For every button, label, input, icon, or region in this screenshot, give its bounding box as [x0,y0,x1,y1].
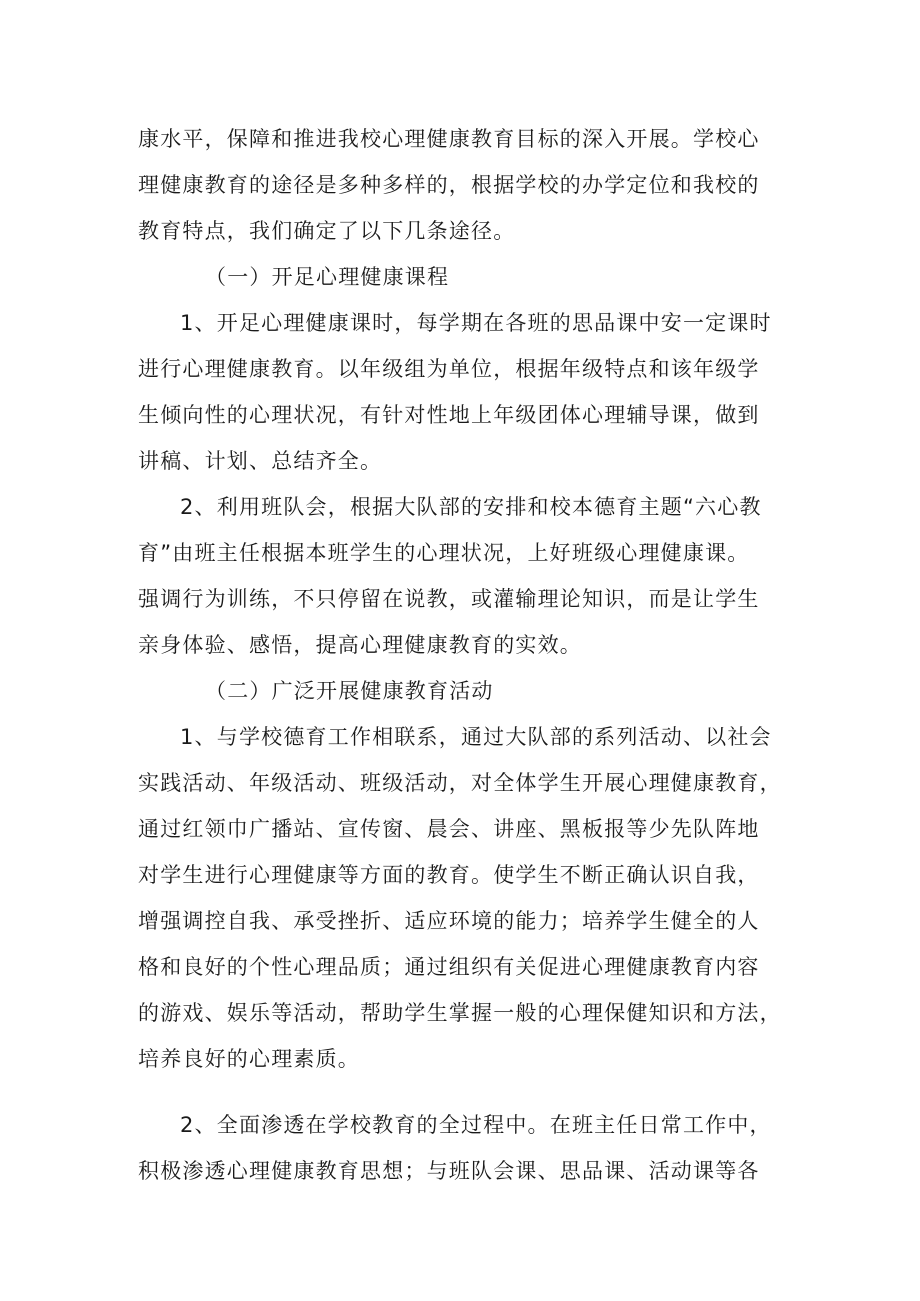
text-line: 生倾向性的心理状况，有针对性地上年级团体心理辅导课，做到 [138,403,760,427]
text-line: 康水平，保障和推进我校心理健康教育目标的深入开展。学校心 [138,127,760,151]
text-line: 2、利用班队会，根据大队部的安排和校本德育主题“六心教 [180,495,762,519]
text-line: 进行心理健康教育。以年级组为单位，根据年级特点和该年级学 [138,357,760,381]
text-line: 讲稿、计划、总结齐全。 [138,449,383,473]
text-line: 1、与学校德育工作相联系，通过大队部的系列活动、以社会 [180,725,772,749]
section-heading-2: （二）广泛开展健康教育活动 [205,679,494,703]
text-line: 教育特点，我们确定了以下几条途径。 [138,219,516,243]
text-line: 积极渗透心理健康教育思想；与班队会课、思品课、活动课等各 [138,1159,760,1183]
section-heading-1: （一）开足心理健康课程 [205,265,450,289]
text-line: 理健康教育的途径是多种多样的，根据学校的办学定位和我校的 [138,173,760,197]
text-line: 强调行为训练，不只停留在说教，或灌输理论知识，而是让学生 [138,587,760,611]
text-line: 的游戏、娱乐等活动，帮助学生掌握一般的心理保健知识和方法， [138,1001,782,1025]
text-line: 亲身体验、感悟，提高心理健康教育的实效。 [138,633,582,657]
text-line: 育”由班主任根据本班学生的心理状况，上好班级心理健康课。 [138,541,750,565]
text-line: 对学生进行心理健康等方面的教育。使学生不断正确认识自我， [138,863,760,887]
text-line: 格和良好的个性心理品质；通过组织有关促进心理健康教育内容 [138,955,760,979]
text-line: 1、开足心理健康课时，每学期在各班的思品课中安一定课时 [180,311,772,335]
text-line: 通过红领巾广播站、宣传窗、晨会、讲座、黑板报等少先队阵地 [138,817,760,841]
text-line: 培养良好的心理素质。 [138,1047,360,1071]
text-line: 2、全面渗透在学校教育的全过程中。在班主任日常工作中， [180,1113,772,1137]
text-line: 增强调控自我、承受挫折、适应环境的能力；培养学生健全的人 [138,909,760,933]
text-line: 实践活动、年级活动、班级活动，对全体学生开展心理健康教育， [138,771,782,795]
